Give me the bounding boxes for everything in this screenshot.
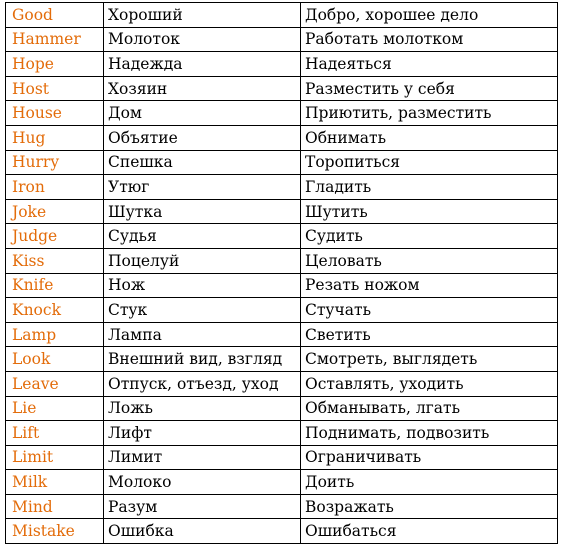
- verb-translation-cell: Гладить: [301, 175, 558, 200]
- noun-translation-cell: Лампа: [104, 322, 301, 347]
- english-word-cell: Hope: [6, 52, 104, 77]
- noun-translation-cell: Хороший: [104, 3, 301, 28]
- english-word-cell: Hurry: [6, 150, 104, 175]
- table-row: [6, 199, 558, 224]
- noun-translation-cell: Внешний вид, взгляд: [104, 347, 301, 372]
- noun-translation-cell: Спешка: [104, 150, 301, 175]
- noun-translation-cell: Ошибка: [104, 519, 301, 544]
- english-word-cell: Knock: [6, 298, 104, 323]
- table-row: [6, 470, 558, 495]
- noun-translation-cell: Лимит: [104, 445, 301, 470]
- noun-translation-cell: Разум: [104, 494, 301, 519]
- table-row: [6, 27, 558, 52]
- table-row: [6, 175, 558, 200]
- noun-translation-cell: Шутка: [104, 199, 301, 224]
- table-row: [6, 224, 558, 249]
- noun-translation-cell: Объятие: [104, 125, 301, 150]
- english-word-cell: Limit: [6, 445, 104, 470]
- verb-translation-cell: Надеяться: [301, 52, 558, 77]
- verb-translation-cell: Смотреть, выглядеть: [301, 347, 558, 372]
- english-word-cell: Iron: [6, 175, 104, 200]
- table-row: [6, 298, 558, 323]
- verb-translation-cell: Торопиться: [301, 150, 558, 175]
- table-row: [6, 101, 558, 126]
- table-row: [6, 396, 558, 421]
- verb-translation-cell: Шутить: [301, 199, 558, 224]
- noun-translation-cell: Хозяин: [104, 76, 301, 101]
- table-row: [6, 519, 558, 544]
- verb-translation-cell: Стучать: [301, 298, 558, 323]
- verb-translation-cell: Доить: [301, 470, 558, 495]
- noun-translation-cell: Дом: [104, 101, 301, 126]
- english-word-cell: Mistake: [6, 519, 104, 544]
- table-row: [6, 248, 558, 273]
- noun-translation-cell: Ложь: [104, 396, 301, 421]
- table-row: [6, 347, 558, 372]
- english-word-cell: Good: [6, 3, 104, 28]
- verb-translation-cell: Ошибаться: [301, 519, 558, 544]
- noun-translation-cell: Надежда: [104, 52, 301, 77]
- verb-translation-cell: Обнимать: [301, 125, 558, 150]
- table-row: [6, 421, 558, 446]
- verb-translation-cell: Возражать: [301, 494, 558, 519]
- table-row: [6, 76, 558, 101]
- table-row: [6, 52, 558, 77]
- verb-translation-cell: Ограничивать: [301, 445, 558, 470]
- english-word-cell: Hug: [6, 125, 104, 150]
- english-word-cell: Mind: [6, 494, 104, 519]
- english-word-cell: Hammer: [6, 27, 104, 52]
- english-word-cell: Joke: [6, 199, 104, 224]
- table-row: [6, 125, 558, 150]
- english-word-cell: House: [6, 101, 104, 126]
- verb-translation-cell: Работать молотком: [301, 27, 558, 52]
- english-word-cell: Lie: [6, 396, 104, 421]
- english-word-cell: Look: [6, 347, 104, 372]
- english-word-cell: Lift: [6, 421, 104, 446]
- table-row: [6, 494, 558, 519]
- english-word-cell: Milk: [6, 470, 104, 495]
- verb-translation-cell: Резать ножом: [301, 273, 558, 298]
- verb-translation-cell: Добро, хорошее дело: [301, 3, 558, 28]
- english-word-cell: Host: [6, 76, 104, 101]
- noun-translation-cell: Судья: [104, 224, 301, 249]
- noun-translation-cell: Лифт: [104, 421, 301, 446]
- noun-translation-cell: Отпуск, отъезд, уход: [104, 371, 301, 396]
- noun-translation-cell: Утюг: [104, 175, 301, 200]
- table-row: [6, 445, 558, 470]
- noun-translation-cell: Поцелуй: [104, 248, 301, 273]
- table-row: [6, 371, 558, 396]
- table-row: [6, 150, 558, 175]
- vocabulary-table-body: [6, 3, 558, 544]
- table-row: [6, 322, 558, 347]
- noun-translation-cell: Молоко: [104, 470, 301, 495]
- noun-translation-cell: Стук: [104, 298, 301, 323]
- english-word-cell: Kiss: [6, 248, 104, 273]
- verb-translation-cell: Судить: [301, 224, 558, 249]
- english-word-cell: Knife: [6, 273, 104, 298]
- verb-translation-cell: Разместить у себя: [301, 76, 558, 101]
- verb-translation-cell: Приютить, разместить: [301, 101, 558, 126]
- table-row: [6, 3, 558, 28]
- verb-translation-cell: Обманывать, лгать: [301, 396, 558, 421]
- noun-translation-cell: Молоток: [104, 27, 301, 52]
- verb-translation-cell: Оставлять, уходить: [301, 371, 558, 396]
- verb-translation-cell: Светить: [301, 322, 558, 347]
- english-word-cell: Judge: [6, 224, 104, 249]
- table-row: [6, 273, 558, 298]
- verb-translation-cell: Целовать: [301, 248, 558, 273]
- verb-translation-cell: Поднимать, подвозить: [301, 421, 558, 446]
- english-word-cell: Leave: [6, 371, 104, 396]
- english-word-cell: Lamp: [6, 322, 104, 347]
- noun-translation-cell: Нож: [104, 273, 301, 298]
- vocabulary-table: [5, 2, 558, 544]
